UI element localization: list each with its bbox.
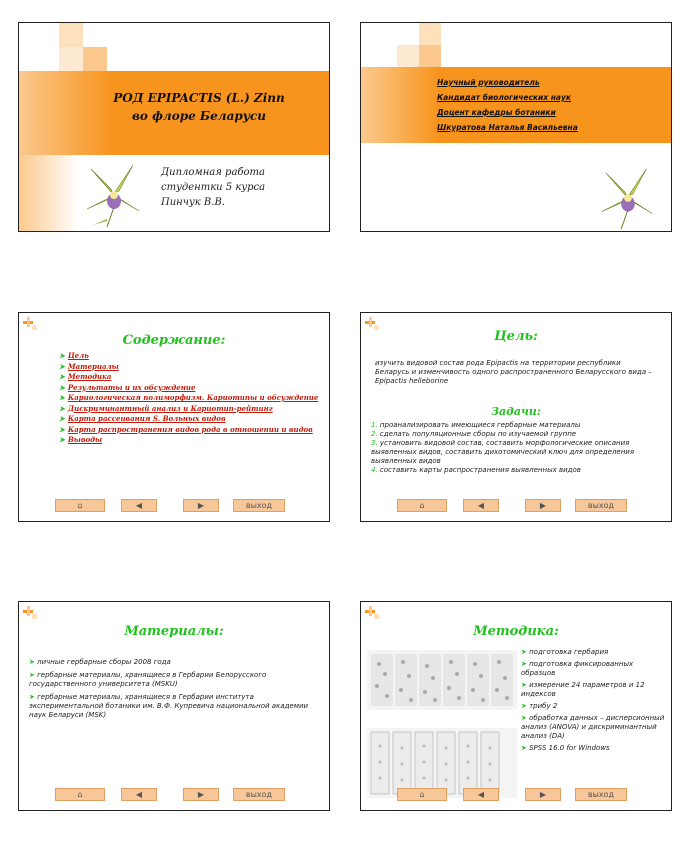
prev-button[interactable]: ◀ (121, 788, 157, 801)
methods-item: ➤ измерение 24 параметров и 12 индексов (521, 681, 645, 698)
corner-decor (365, 606, 381, 622)
task-item: 3. установить видовой состав, составить морфологические описания выявленных видов, составить дихотомический ключ для определения выявленных видов (371, 439, 635, 465)
decor-square (59, 23, 83, 47)
corner-decor (23, 317, 39, 333)
slide-title-line2: во флоре Беларуси (132, 109, 266, 123)
herbarium-sheets-image (367, 650, 517, 798)
slide-supervisor[interactable] (360, 22, 672, 232)
prev-button[interactable]: ◀ (463, 499, 499, 512)
contents-link[interactable]: ➤ Кариологическая полиморфизм. Кариотипы и обсуждение (59, 393, 319, 402)
nav-bar (361, 788, 671, 802)
exit-button[interactable]: выход (233, 499, 285, 512)
exit-button[interactable]: выход (233, 788, 285, 801)
methods-list (521, 648, 665, 753)
decor-square (19, 155, 79, 232)
orchid-flower-image (83, 159, 143, 229)
methods-item: ➤ обработка данных – дисперсионный анализ (ANOVA) и дискриминантный анализ (DA) (521, 714, 665, 740)
home-button[interactable]: ⌂ (397, 499, 447, 512)
nav-bar (19, 499, 329, 513)
decor-square (419, 45, 441, 67)
corner-decor (23, 606, 39, 622)
contents-link[interactable]: ➤ Методика (59, 372, 112, 381)
methods-item: ➤ подготовка фиксированных образцов (521, 660, 634, 677)
contents-link[interactable]: ➤ Выводы (59, 435, 103, 444)
slide-heading: Материалы: (124, 624, 224, 639)
next-button[interactable]: ▶ (183, 788, 219, 801)
next-button[interactable]: ▶ (183, 499, 219, 512)
materials-item: ➤ гербарные материалы, хранящиеся в Гербарии Белорусского государственного университета (MSKU) (29, 671, 267, 688)
home-button[interactable]: ⌂ (397, 788, 447, 801)
methods-item: ➤ трибу 2 (521, 702, 558, 710)
next-button[interactable]: ▶ (525, 788, 561, 801)
contents-link[interactable]: ➤ Цель (59, 351, 89, 360)
home-button[interactable]: ⌂ (55, 788, 105, 801)
orchid-flower-image (597, 163, 657, 231)
decor-square (83, 47, 107, 71)
nav-bar (19, 788, 329, 802)
next-button[interactable]: ▶ (525, 499, 561, 512)
task-item: 1. проанализировать имеющиеся гербарные материалы (371, 421, 581, 429)
goal-text: изучить видовой состав рода Epipactis на территории республики Беларусь и изменчивость одного распространенного Беларусского вида – Epipactis helleborine (375, 359, 652, 385)
supervisor-line: Шкуратова Наталья Васильевна (437, 123, 578, 132)
nav-bar (361, 499, 671, 513)
tasks-list (371, 421, 661, 475)
contents-link[interactable]: ➤ Результаты и их обсуждение (59, 382, 196, 392)
supervisor-line: Кандидат биологических наук (437, 93, 571, 102)
materials-list (29, 658, 313, 720)
slide-heading: Методика: (473, 624, 559, 639)
contents-link[interactable]: ➤ Дискриминантный анализ и Кариотип-рейтинг (59, 403, 273, 413)
exit-button[interactable]: выход (575, 788, 627, 801)
slide-heading: Содержание: (122, 333, 226, 348)
slide-title-line1: РОД EPIPACTIS (L.) Zinn (113, 91, 285, 105)
decor-square (59, 47, 83, 71)
task-item: 2. сделать популяционные сборы по изучаемой группе (371, 430, 577, 438)
home-button[interactable]: ⌂ (55, 499, 105, 512)
contents-link[interactable]: ➤ Материалы (59, 361, 119, 371)
decor-square (419, 23, 441, 45)
prev-button[interactable]: ◀ (121, 499, 157, 512)
methods-item: ➤ подготовка гербария (521, 648, 609, 656)
contents-link[interactable]: ➤ Карта распространения видов рода в отношении и видов (59, 424, 313, 434)
subtitle-block (161, 165, 265, 210)
supervisor-line: Научный руководитель (437, 78, 540, 87)
slide-contents[interactable] (18, 312, 330, 522)
exit-button[interactable]: выход (575, 499, 627, 512)
task-item: 4. составить карты распространения выявленных видов (371, 466, 581, 474)
materials-item: ➤ личные гербарные сборы 2008 года (29, 658, 171, 666)
subtitle-line: студентки 5 курса (161, 182, 266, 193)
decor-square (397, 45, 419, 67)
contents-link[interactable]: ➤ Карта рассеивания S. Вольных видов (59, 414, 226, 423)
supervisor-block (437, 75, 578, 135)
slide-goal[interactable] (360, 312, 672, 522)
methods-item: ➤ SPSS 16.0 for Windows (521, 744, 610, 752)
subtitle-line: Пинчук В.В. (161, 197, 225, 208)
tasks-heading: Задачи: (491, 405, 541, 418)
supervisor-line: Доцент кафедры ботаники (437, 108, 556, 117)
subtitle-line: Дипломная работа (161, 167, 265, 178)
slide-materials[interactable] (18, 601, 330, 811)
slide-methods[interactable] (360, 601, 672, 811)
contents-list (59, 351, 318, 446)
slide-heading: Цель: (494, 329, 538, 344)
slide-title[interactable] (18, 22, 330, 232)
prev-button[interactable]: ◀ (463, 788, 499, 801)
materials-item: ➤ гербарные материалы, хранящиеся в Гербарии института экспериментальной ботаники им. В.Ф. Купревича национальной академии наук Беларуси (MSK) (29, 693, 309, 719)
